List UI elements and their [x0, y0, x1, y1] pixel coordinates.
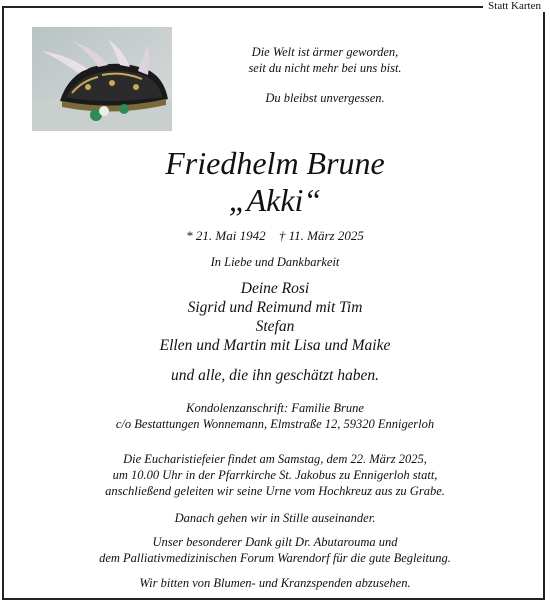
- corner-label: Statt Karten: [483, 0, 546, 12]
- mourner: Stefan: [255, 318, 295, 335]
- deceased-nickname: „Akki“: [228, 182, 322, 218]
- mourner: Sigrid und Reimund mit Tim: [187, 299, 363, 316]
- intro-text: In Liebe und Dankbarkeit: [210, 255, 340, 269]
- thanks-line: Unser besonderer Dank gilt Dr. Abutarouma und: [152, 535, 398, 549]
- poem-line: seit du nicht mehr bei uns bist.: [248, 61, 402, 75]
- death-date: † 11. März 2025: [278, 228, 364, 243]
- mourners-closing: und alle, die ihn geschätzt haben.: [171, 367, 379, 384]
- poem: [225, 44, 425, 106]
- service-line: anschließend geleiten wir seine Urne vom Hochkreuz aus zu Grabe.: [105, 484, 445, 498]
- jester-cap-photo: [32, 27, 172, 131]
- condolence-line: Kondolenzanschrift: Familie Brune: [186, 401, 364, 415]
- condolence-address: c/o Bestattungen Wonnemann, Elmstraße 12, 59320 Ennigerloh: [115, 417, 435, 431]
- thanks-line: dem Palliativmedizinischen Forum Warendorf für die gute Begleitung.: [99, 551, 451, 565]
- service-line: um 10.00 Uhr in der Pfarrkirche St. Jakobus zu Ennigerloh statt,: [112, 468, 438, 482]
- deceased-name: Friedhelm Brune: [165, 145, 385, 181]
- afterwards-text: Danach gehen wir in Stille auseinander.: [174, 511, 376, 525]
- poem-line: Die Welt ist ärmer geworden,: [251, 45, 399, 59]
- life-dates: [0, 228, 550, 244]
- service-line: Die Eucharistiefeier findet am Samstag, dem 22. März 2025,: [123, 452, 427, 466]
- mourner: Deine Rosi: [240, 280, 310, 297]
- mourner: Ellen und Martin mit Lisa und Maike: [159, 337, 391, 354]
- birth-date: * 21. Mai 1942: [186, 228, 266, 243]
- flower-request: Wir bitten von Blumen- und Kranzspenden abzusehen.: [139, 576, 411, 590]
- poem-gap: [225, 76, 425, 90]
- poem-line: Du bleibst unvergessen.: [265, 91, 385, 105]
